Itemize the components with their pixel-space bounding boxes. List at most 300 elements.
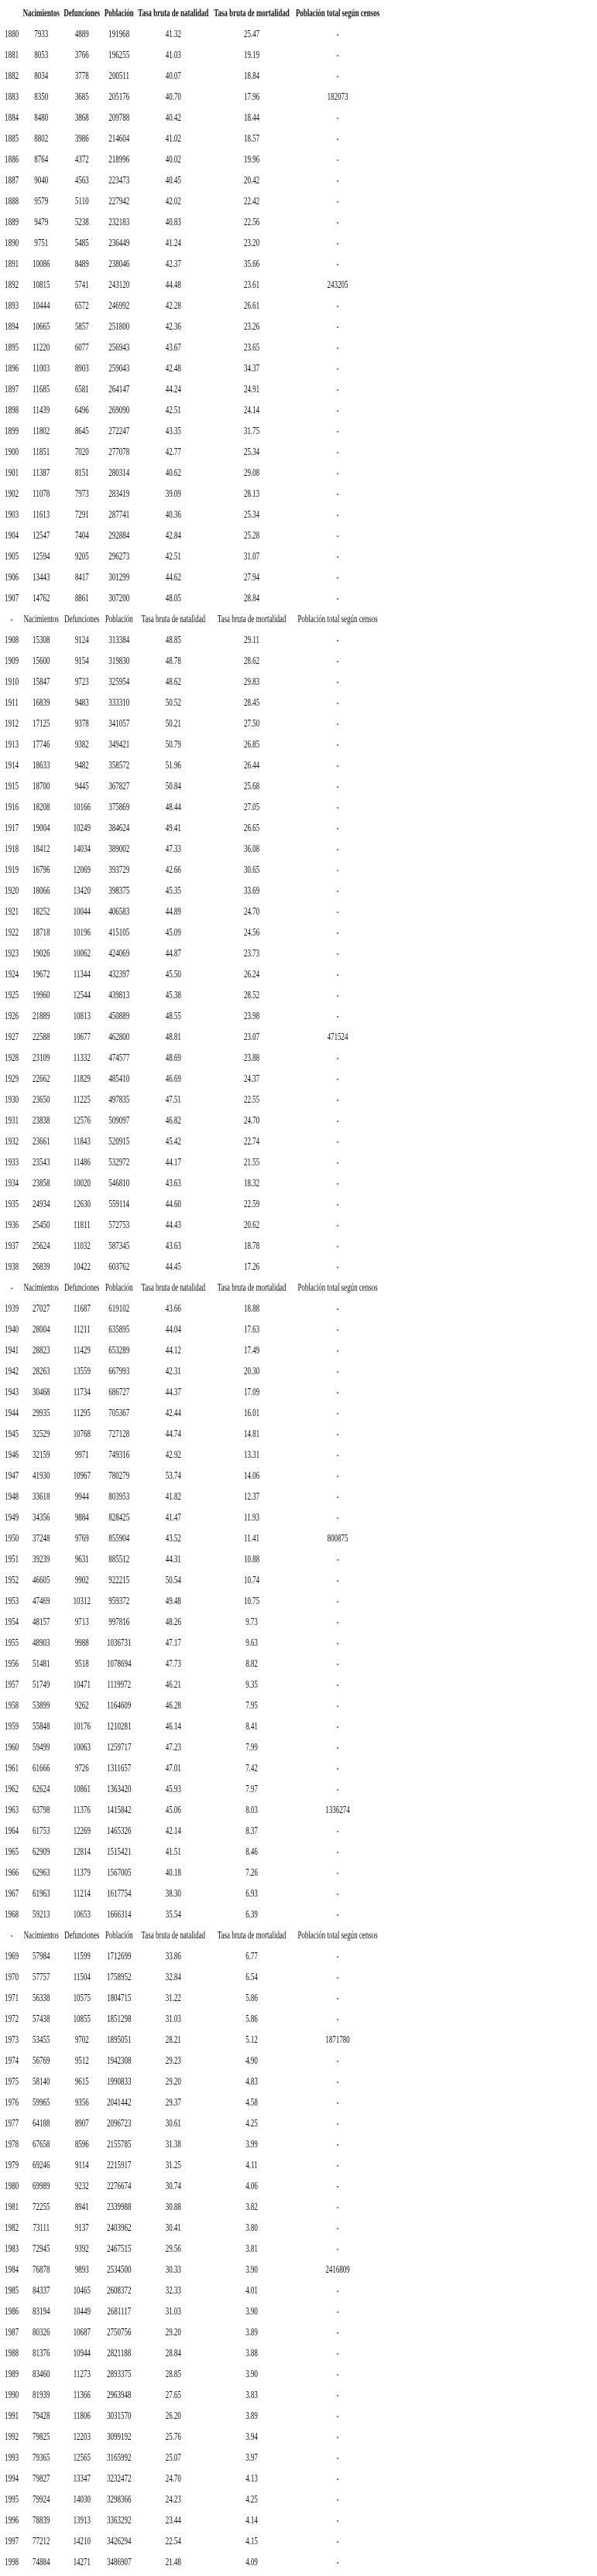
table-row xyxy=(2,1403,383,1424)
cell-birth-rate: 50.79 xyxy=(165,738,181,751)
cell-death-rate: 20.42 xyxy=(243,174,260,186)
cell-death-rate: 28.13 xyxy=(243,487,260,500)
cell-births: 15847 xyxy=(33,676,50,688)
cell-birth-rate: 41.47 xyxy=(165,1511,181,1524)
cell-birth-rate: 31.25 xyxy=(165,2159,181,2171)
cell-death-rate: 7.95 xyxy=(245,1699,258,1712)
cell-deaths: 5238 xyxy=(74,216,89,228)
cell-birth-rate: 40.18 xyxy=(165,1866,181,1879)
cell-births: 56338 xyxy=(33,1992,50,2004)
cell-deaths: 14210 xyxy=(73,2535,91,2547)
cell-population: 2215917 xyxy=(107,2159,132,2171)
cell-population: 1515421 xyxy=(107,1846,132,1858)
cell-year: 1918 xyxy=(5,843,19,855)
cell-population: 358572 xyxy=(108,759,130,771)
cell-death-rate: 20.62 xyxy=(243,1219,260,1231)
table-row xyxy=(2,1633,383,1654)
cell-census-population: - xyxy=(336,1616,339,1628)
cell-death-rate: 25.28 xyxy=(243,529,260,542)
cell-births: 18066 xyxy=(33,884,50,897)
cell-population: 727128 xyxy=(108,1428,130,1440)
cell-birth-rate: 44.60 xyxy=(165,1198,181,1210)
cell-deaths: 7291 xyxy=(74,508,89,521)
cell-death-rate: 25.68 xyxy=(243,780,260,792)
cell-year: 1979 xyxy=(5,2159,19,2171)
cell-deaths: 10249 xyxy=(73,822,91,834)
cell-births: 79428 xyxy=(33,2410,50,2422)
cell-death-rate: 22.59 xyxy=(243,1198,260,1210)
cell-births: 22588 xyxy=(33,1031,50,1043)
cell-birth-rate: 40.02 xyxy=(165,153,181,166)
table-row xyxy=(2,1716,383,1737)
cell-births: 57438 xyxy=(33,2013,50,2025)
cell-death-rate: 7.26 xyxy=(245,1866,258,1879)
cell-birth-rate: 27.65 xyxy=(165,2389,181,2401)
cell-deaths: 9518 xyxy=(74,1657,89,1670)
cell-deaths: 9944 xyxy=(74,1490,89,1503)
cell-census-population: - xyxy=(336,1490,339,1503)
cell-population: 393729 xyxy=(108,864,130,876)
cell-birth-rate: 43.63 xyxy=(165,1240,181,1252)
cell-deaths: 3766 xyxy=(74,49,89,61)
cell-death-rate: 4.15 xyxy=(245,2535,258,2547)
cell-death-rate: 24.56 xyxy=(243,926,260,939)
cell-deaths: 10063 xyxy=(73,1741,91,1753)
cell-death-rate: 4.09 xyxy=(245,2556,258,2568)
table-row xyxy=(2,1319,383,1340)
cell-death-rate: 10.88 xyxy=(243,1553,260,1565)
cell-births: 17125 xyxy=(33,717,50,730)
cell-births: 11613 xyxy=(33,508,50,521)
table-row xyxy=(2,2092,383,2113)
cell-year: 1890 xyxy=(5,237,19,249)
cell-births: 25624 xyxy=(33,1240,50,1252)
cell-census-population: - xyxy=(336,1992,339,2004)
cell-births: 11439 xyxy=(33,404,50,416)
cell-population: 301299 xyxy=(108,571,130,583)
table-row xyxy=(2,776,383,797)
cell-death-rate: 33.69 xyxy=(243,884,260,897)
cell-birth-rate: 40.42 xyxy=(165,111,181,124)
cell-population: 497835 xyxy=(108,1093,130,1106)
cell-births: 41930 xyxy=(33,1469,50,1482)
cell-census-population: - xyxy=(336,947,339,960)
cell-year: 1946 xyxy=(5,1449,19,1461)
cell-deaths: 12544 xyxy=(73,989,91,1001)
cell-births: 61753 xyxy=(33,1825,50,1837)
cell-census-population: 1871780 xyxy=(325,2034,350,2046)
column-header-births: Nacimientos xyxy=(23,1281,59,1294)
cell-deaths: 9483 xyxy=(74,696,89,709)
table-row xyxy=(2,1486,383,1507)
cell-birth-rate: 30.33 xyxy=(165,2263,181,2276)
cell-population: 1804715 xyxy=(107,1992,132,2004)
cell-births: 9040 xyxy=(34,174,49,186)
cell-birth-rate: 40.45 xyxy=(165,174,181,186)
cell-population: 2534500 xyxy=(107,2263,132,2276)
cell-births: 61666 xyxy=(33,1762,50,1774)
cell-deaths: 13420 xyxy=(73,884,91,897)
cell-year: 1981 xyxy=(5,2201,19,2213)
cell-birth-rate: 42.48 xyxy=(165,362,181,375)
cell-census-population: - xyxy=(336,216,339,228)
cell-births: 8350 xyxy=(34,91,49,103)
table-row xyxy=(2,1549,383,1570)
table-row xyxy=(2,2280,383,2301)
cell-population: 2608372 xyxy=(107,2284,132,2297)
cell-census-population: - xyxy=(336,2451,339,2464)
table-row xyxy=(2,233,383,254)
cell-census-population: - xyxy=(336,2075,339,2088)
cell-census-population: - xyxy=(336,1637,339,1649)
table-row xyxy=(2,985,383,1006)
cell-deaths: 5741 xyxy=(74,279,89,291)
cell-deaths: 3986 xyxy=(74,132,89,145)
cell-births: 23650 xyxy=(33,1093,50,1106)
cell-births: 10665 xyxy=(33,320,50,333)
demographics-table xyxy=(2,3,383,2573)
cell-population: 546810 xyxy=(108,1177,130,1189)
cell-deaths: 12814 xyxy=(73,1846,91,1858)
cell-death-rate: 22.74 xyxy=(243,1135,260,1148)
cell-census-population: - xyxy=(336,634,339,646)
table-row xyxy=(2,2218,383,2239)
cell-birth-rate: 48.85 xyxy=(165,634,181,646)
cell-census-population: - xyxy=(336,1699,339,1712)
cell-deaths: 9378 xyxy=(74,717,89,730)
cell-births: 8034 xyxy=(34,70,49,82)
cell-births: 74884 xyxy=(33,2556,50,2568)
table-row xyxy=(2,1654,383,1675)
cell-deaths: 4563 xyxy=(74,174,89,186)
cell-death-rate: 23.61 xyxy=(243,279,260,291)
cell-death-rate: 23.65 xyxy=(243,341,260,354)
cell-birth-rate: 40.62 xyxy=(165,467,181,479)
cell-deaths: 14034 xyxy=(73,843,91,855)
cell-deaths: 9154 xyxy=(74,655,89,667)
cell-census-population: - xyxy=(336,1657,339,1670)
cell-population: 424069 xyxy=(108,947,130,960)
cell-year: 1940 xyxy=(5,1323,19,1336)
cell-births: 55848 xyxy=(33,1720,50,1733)
cell-deaths: 8151 xyxy=(74,467,89,479)
cell-population: 325954 xyxy=(108,676,130,688)
cell-births: 25450 xyxy=(33,1219,50,1231)
cell-birth-rate: 35.54 xyxy=(165,1908,181,1921)
cell-birth-rate: 29.37 xyxy=(165,2096,181,2109)
cell-birth-rate: 42.02 xyxy=(165,195,181,207)
table-row xyxy=(2,2030,383,2051)
cell-year: 1945 xyxy=(5,1428,19,1440)
cell-population: 296273 xyxy=(108,550,130,563)
cell-year: 1983 xyxy=(5,2242,19,2255)
cell-deaths: 9445 xyxy=(74,780,89,792)
cell-birth-rate: 42.31 xyxy=(165,1365,181,1377)
cell-deaths: 12069 xyxy=(73,864,91,876)
cell-birth-rate: 44.62 xyxy=(165,571,181,583)
cell-deaths: 11032 xyxy=(73,1240,91,1252)
cell-year: 1984 xyxy=(5,2263,19,2276)
cell-deaths: 11599 xyxy=(73,1950,91,1962)
table-row xyxy=(2,316,383,337)
cell-population: 246992 xyxy=(108,299,130,312)
table-row xyxy=(2,567,383,588)
cell-deaths: 11211 xyxy=(73,1323,91,1336)
cell-deaths: 11366 xyxy=(73,2389,91,2401)
cell-births: 11387 xyxy=(33,467,50,479)
cell-census-population: - xyxy=(336,2013,339,2025)
cell-year: 1931 xyxy=(5,1114,19,1127)
cell-birth-rate: 45.38 xyxy=(165,989,181,1001)
cell-census-population: - xyxy=(336,383,339,395)
table-row xyxy=(2,1967,383,1988)
cell-births: 12547 xyxy=(33,529,50,542)
cell-year: 1929 xyxy=(5,1072,19,1085)
cell-population: 3099192 xyxy=(107,2431,132,2443)
cell-deaths: 11225 xyxy=(73,1093,91,1106)
cell-population: 509097 xyxy=(108,1114,130,1127)
cell-population: 223473 xyxy=(108,174,130,186)
cell-year: 1912 xyxy=(5,717,19,730)
table-row xyxy=(2,1883,383,1904)
table-row xyxy=(2,1236,383,1257)
column-header-census-population: Población total según censos xyxy=(297,1929,378,1941)
cell-death-rate: 22.55 xyxy=(243,1093,260,1106)
cell-death-rate: 31.75 xyxy=(243,425,260,437)
cell-population: 2750756 xyxy=(107,2326,132,2338)
cell-birth-rate: 42.51 xyxy=(165,550,181,563)
cell-birth-rate: 31.38 xyxy=(165,2138,181,2150)
cell-year: 1937 xyxy=(5,1240,19,1252)
table-row xyxy=(2,1340,383,1361)
cell-population: 3031570 xyxy=(107,2410,132,2422)
cell-census-population: - xyxy=(336,2493,339,2506)
cell-birth-rate: 42.77 xyxy=(165,446,181,458)
cell-population: 1164609 xyxy=(107,1699,132,1712)
cell-population: 375869 xyxy=(108,801,130,813)
cell-death-rate: 22.56 xyxy=(243,216,260,228)
cell-births: 12594 xyxy=(33,550,50,563)
cell-census-population: - xyxy=(336,655,339,667)
cell-birth-rate: 44.17 xyxy=(165,1156,181,1168)
column-header-births: Nacimientos xyxy=(22,7,60,19)
table-row xyxy=(2,1361,383,1382)
cell-deaths: 11811 xyxy=(73,1219,91,1231)
cell-census-population: 2416809 xyxy=(325,2263,350,2276)
cell-year: 1932 xyxy=(5,1135,19,1148)
cell-year: 1994 xyxy=(5,2472,19,2485)
cell-births: 28004 xyxy=(33,1323,50,1336)
cell-births: 23543 xyxy=(33,1156,50,1168)
cell-births: 81376 xyxy=(33,2347,50,2359)
cell-deaths: 10861 xyxy=(73,1783,91,1795)
cell-year: 1933 xyxy=(5,1156,19,1168)
cell-year: 1938 xyxy=(5,1261,19,1273)
cell-population: 603762 xyxy=(108,1261,130,1273)
cell-deaths: 9631 xyxy=(74,1553,89,1565)
cell-births: 81939 xyxy=(33,2389,50,2401)
cell-death-rate: 6.93 xyxy=(245,1887,258,1900)
table-row xyxy=(2,2134,383,2155)
cell-population: 3363292 xyxy=(107,2514,132,2526)
cell-births: 62963 xyxy=(33,1866,50,1879)
table-row xyxy=(2,1779,383,1800)
table-row xyxy=(2,943,383,964)
cell-birth-rate: 53.74 xyxy=(165,1469,181,1482)
column-header-birth-rate: Tasa bruta de natalidad xyxy=(141,613,206,625)
cell-births: 11851 xyxy=(33,446,50,458)
cell-birth-rate: 22.54 xyxy=(165,2535,181,2547)
cell-birth-rate: 31.22 xyxy=(165,1992,181,2004)
cell-population: 1942308 xyxy=(107,2054,132,2067)
cell-population: 307200 xyxy=(108,592,130,604)
cell-year: 1928 xyxy=(5,1052,19,1064)
cell-deaths: 11214 xyxy=(73,1887,91,1900)
table-row xyxy=(2,2364,383,2385)
cell-death-rate: 26.61 xyxy=(243,299,260,312)
cell-census-population: 243205 xyxy=(327,279,348,291)
cell-death-rate: 4.11 xyxy=(245,2159,258,2171)
cell-birth-rate: 42.36 xyxy=(165,320,181,333)
cell-year: 1970 xyxy=(5,1971,19,1983)
cell-deaths: 11429 xyxy=(73,1344,91,1356)
cell-deaths: 11806 xyxy=(73,2410,91,2422)
cell-birth-rate: 29.23 xyxy=(165,2054,181,2067)
cell-births: 62909 xyxy=(33,1846,50,1858)
cell-deaths: 10312 xyxy=(73,1595,91,1607)
cell-births: 34356 xyxy=(33,1511,50,1524)
cell-birth-rate: 44.24 xyxy=(165,383,181,395)
cell-population: 749316 xyxy=(108,1449,130,1461)
table-row xyxy=(2,797,383,818)
cell-births: 47469 xyxy=(33,1595,50,1607)
cell-population: 997816 xyxy=(108,1616,130,1628)
cell-death-rate: 3.89 xyxy=(245,2410,258,2422)
cell-census-population: - xyxy=(336,28,339,40)
cell-census-population: - xyxy=(336,2347,339,2359)
cell-deaths: 8645 xyxy=(74,425,89,437)
table-row xyxy=(2,45,383,66)
table-row xyxy=(2,1800,383,1821)
cell-census-population: - xyxy=(336,2514,339,2526)
cell-census-population: - xyxy=(336,508,339,521)
cell-death-rate: 24.37 xyxy=(243,1072,260,1085)
cell-census-population: - xyxy=(336,49,339,61)
cell-death-rate: 25.47 xyxy=(243,28,260,40)
cell-year: 1900 xyxy=(5,446,19,458)
cell-census-population: - xyxy=(336,111,339,124)
cell-census-population: - xyxy=(336,1344,339,1356)
cell-year: 1978 xyxy=(5,2138,19,2150)
cell-population: 389002 xyxy=(108,843,130,855)
cell-birth-rate: 47.33 xyxy=(165,843,181,855)
cell-census-population: - xyxy=(336,1135,339,1148)
cell-death-rate: 25.34 xyxy=(243,508,260,521)
cell-births: 64188 xyxy=(33,2117,50,2130)
cell-death-rate: 23.73 xyxy=(243,947,260,960)
cell-birth-rate: 45.50 xyxy=(165,968,181,980)
cell-death-rate: 6.39 xyxy=(245,1908,258,1921)
cell-year: 1991 xyxy=(5,2410,19,2422)
cell-year: 1942 xyxy=(5,1365,19,1377)
cell-births: 8802 xyxy=(34,132,49,145)
cell-births: 8053 xyxy=(34,49,49,61)
cell-deaths: 6496 xyxy=(74,404,89,416)
cell-deaths: 10813 xyxy=(73,1010,91,1022)
cell-birth-rate: 45.93 xyxy=(165,1783,181,1795)
cell-birth-rate: 29.20 xyxy=(165,2326,181,2338)
cell-births: 23109 xyxy=(33,1052,50,1064)
cell-year: 1892 xyxy=(5,279,19,291)
cell-deaths: 3778 xyxy=(74,70,89,82)
table-row xyxy=(2,1382,383,1403)
table-row xyxy=(2,128,383,149)
cell-births: 53455 xyxy=(33,2034,50,2046)
cell-death-rate: 23.88 xyxy=(243,1052,260,1064)
column-header-year: - xyxy=(10,1929,13,1941)
cell-year: 1923 xyxy=(5,947,19,960)
cell-year: 1880 xyxy=(5,28,19,40)
cell-deaths: 4372 xyxy=(74,153,89,166)
cell-death-rate: 23.20 xyxy=(243,237,260,249)
cell-census-population: - xyxy=(336,1407,339,1419)
cell-death-rate: 7.97 xyxy=(245,1783,258,1795)
cell-death-rate: 29.08 xyxy=(243,467,260,479)
cell-year: 1889 xyxy=(5,216,19,228)
table-row xyxy=(2,1215,383,1236)
cell-deaths: 11379 xyxy=(73,1866,91,1879)
cell-year: 1916 xyxy=(5,801,19,813)
column-header-census-population: Población total según censos xyxy=(297,1281,378,1294)
cell-census-population: - xyxy=(336,320,339,333)
cell-census-population: - xyxy=(336,759,339,771)
cell-birth-rate: 29.56 xyxy=(165,2242,181,2255)
cell-births: 78839 xyxy=(33,2514,50,2526)
cell-death-rate: 4.90 xyxy=(245,2054,258,2067)
cell-births: 79365 xyxy=(33,2451,50,2464)
column-header-death-rate: Tasa bruta de mortalidad xyxy=(217,1929,286,1941)
table-row xyxy=(2,1863,383,1883)
cell-year: 1896 xyxy=(5,362,19,375)
cell-population: 256943 xyxy=(108,341,130,354)
cell-year: 1986 xyxy=(5,2305,19,2318)
cell-births: 80326 xyxy=(33,2326,50,2338)
cell-birth-rate: 42.28 xyxy=(165,299,181,312)
cell-birth-rate: 48.55 xyxy=(165,1010,181,1022)
cell-population: 196255 xyxy=(108,49,130,61)
cell-death-rate: 17.63 xyxy=(243,1323,260,1336)
cell-birth-rate: 44.74 xyxy=(165,1428,181,1440)
cell-birth-rate: 28.85 xyxy=(165,2368,181,2380)
cell-population: 205176 xyxy=(108,91,130,103)
cell-population: 1567005 xyxy=(107,1866,132,1879)
cell-death-rate: 4.25 xyxy=(245,2493,258,2506)
cell-year: 1944 xyxy=(5,1407,19,1419)
cell-census-population: - xyxy=(336,404,339,416)
cell-population: 319830 xyxy=(108,655,130,667)
cell-births: 21889 xyxy=(33,1010,50,1022)
table-row xyxy=(2,2448,383,2468)
cell-census-population: - xyxy=(336,1219,339,1231)
cell-birth-rate: 26.20 xyxy=(165,2410,181,2422)
cell-census-population: - xyxy=(336,1574,339,1586)
cell-census-population: - xyxy=(336,2054,339,2067)
cell-births: 48157 xyxy=(33,1616,50,1628)
cell-population: 587345 xyxy=(108,1240,130,1252)
cell-births: 13443 xyxy=(33,571,50,583)
cell-births: 9579 xyxy=(34,195,49,207)
cell-births: 59213 xyxy=(33,1908,50,1921)
